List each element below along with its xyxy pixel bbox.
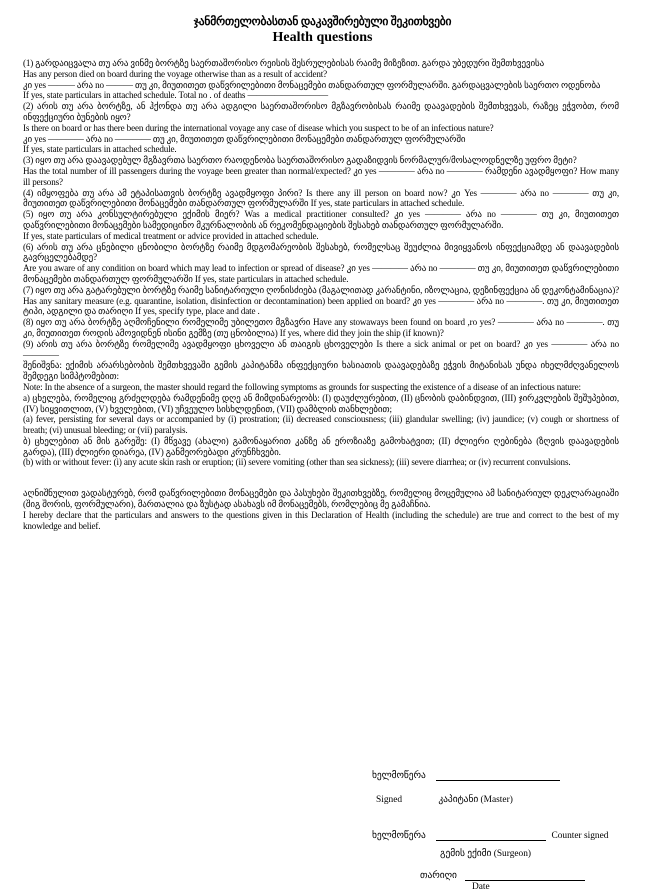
question-2-geo: (2) არის თუ არა ბორტზე, ან ჰქონდა თუ არა ადგილი საერთაშორისო მგზავრობისას რაიმე დაავადების შემთხვევას, რაზეც ეჭვობთ, რომ ინფექციური ბუნების იყო? (23, 101, 619, 122)
question-7: (7) იყო თუ არა გატარებული ბორტზე რაიმე სანიტარიული ღონისძიება (მაგალითად კარანტინი, იზოლაცია, დეზინფექცია ან დეკონტამინაცია)? Has any sanitary measure (e.g. quarantine, isolation, disinfection or decontamination) been applied on board? კი yes ———— არა no ————. თუ კი, მიუთითეთ ტიპი, ადგილი და თარიღი If yes, specify type, place and date . (23, 284, 619, 317)
master-role-label: კაპიტანი (Master) (438, 795, 513, 805)
question-8: (8) იყო თუ არა ბორტზე აღმოჩენილი რომელიმე უბილეთო მგზავრი Have any stowaways been found on board ,ro yes? ———— არა no ————. თუ კი, მიუთითეთ როდის ამოვიდნენ ისინი გემზე (თუ ცნობილია) If yes, where did they join the ship (if known)? (23, 317, 619, 338)
question-6-en: Are you aware of any condition on board which may lead to infection or spread of disease? კი yes ———— არა no ———— თუ კი, მიუთითეთ დაწვრილებითი მონაცემები თანდართულ ფორმულარში If yes, state particulars in attached schedule. (23, 263, 619, 284)
signature-line-surgeon[interactable] (436, 830, 546, 841)
signed-label: Signed (376, 795, 403, 805)
questions-body (23, 58, 619, 531)
question-1-answer-en: If yes, state particulars in attached schedule. Total no . of deaths ————————— (23, 90, 328, 101)
question-1-en: Has any person died on board during the voyage otherwise than as a result of accident? (23, 68, 328, 79)
signature-row-master (372, 770, 560, 781)
signature-caption-surgeon (440, 848, 531, 859)
question-1-geo: (1) გარდაიცვალა თუ არა ვინმე ბორტზე საერთაშორისო რეისის შესრულებისას რაიმე მიზეზით. გარდა უბედური შემთხვევისა (23, 58, 545, 68)
question-2-answer-geo: კი yes ———— არა no ———— თუ კი, მიუთითეთ დაწვრილებითი მონაცემები თანდართულ ფორმულარში (23, 133, 466, 144)
question-2-en: Is there on board or has there been during the international voyage any case of disease which you suspect to be of an infectious nature? (23, 122, 494, 133)
note-en: Note: In the absence of a surgeon, the master should regard the following symptoms as grounds for suspecting the existence of a disease of an infectious nature: (23, 381, 581, 392)
title-georgian: ჯანმრთელობასთან დაკავშირებული შეკითხვები (193, 16, 452, 28)
question-2-answer-en: If yes, state particulars in attached schedule. (23, 144, 177, 155)
surgeon-role-label: გემის ექიმი (Surgeon) (440, 849, 532, 859)
title-english: Health questions (272, 30, 373, 45)
question-5-en: If yes, state particulars of medical treatment or advice provided in attached schedule. (23, 230, 319, 241)
note-geo: შენიშვნა: ექიმის არარსებობის შემთხვევაში გემის კაპიტანმა ინფექციური ხასიათის დაავადებაზე ეჭვის მიტანისას უნდა იხელმძღვანელოს შემდეგი სიმპტომებით: (23, 360, 619, 382)
symptoms-b-en: (b) with or without fever: (i) any acute skin rash or eruption; (ii) severe vomiting (other than sea sickness); (iii) severe diarrhea; or (iv) recurrent convulsions. (23, 457, 571, 468)
signature-label-geo-2: ხელმოწერა (372, 831, 426, 841)
question-9: (9) არის თუ არა ბორტზე რომელიმე ავადმყოფი ცხოველი ან თაიგის ცხოველები Is there a sick animal or pet on board? კი yes ———— არა no ———— (23, 338, 619, 360)
date-label-geo: თარიღი (420, 871, 457, 881)
date-row (420, 870, 585, 881)
question-3-en: Has the total number of ill passengers during the voyage been greater than normal/expected? კი yes ———— არა no ———— რამდენი ავადმყოფი? How many ill persons? (23, 165, 619, 187)
signature-label-geo: ხელმოწერა (372, 771, 426, 781)
declaration-en: I hereby declare that the particulars and answers to the questions given in this Declaration of Health (including the schedule) are true and correct to the best of my knowledge and belief. (23, 509, 619, 531)
symptoms-b-geo: ბ) ცხელებით ან მის გარეშე: (I) მწვავე (ახალი) გამონაყარით კანზე ან ეროზიაზე გამოხატვით; (II) ძლიერი ღებინება (ზღვის დაავადების გარდა), (III) ძლიერი დიარეა, (IV) განმეორებადი კრუნჩხვები. (23, 435, 619, 457)
signature-line-master[interactable] (436, 770, 560, 781)
date-caption (472, 882, 490, 892)
date-line[interactable] (465, 870, 585, 881)
question-1-answer-geo: კი yes ——— არა no ——— თუ კი, მიუთითეთ დაწვრილებითი მონაცემები თანდართულ ფორმულარში. გარდაცვალების საერთო ოდენობა (23, 79, 601, 90)
signature-caption-master (376, 794, 513, 805)
question-6-geo: (6) არის თუ არა ცნებილი ცნობილი ბორტზე რაიმე მდგომარეობის შესახებ, რომელსაც შეუძლია მივიყვანოს ინფექციამდე ან დაავადების გავრცელებამდე? (23, 241, 619, 263)
symptoms-a-en: (a) fever, persisting for several days or accompanied by (i) prostration; (ii) decreased consciousness; (iii) glandular swelling; (iv) jaundice; (v) cough or shortness of breath; (vi) unusual bleeding; or (vii) paralysis. (23, 414, 619, 436)
signature-row-surgeon (372, 830, 608, 841)
question-5: (5) იყო თუ არა კონსულტირებული ექიმის მიერ? Was a medical practitioner consulted? კი yes ———— არა no ———— თუ კი, მიუთითეთ დაწვრილებითი მონაცემები სამედიცინო მკურნალობის ან რეკომენდაციების შესახებ თანდართულ ფორმულარში. (23, 209, 619, 230)
date-label-en: Date (472, 882, 490, 892)
question-3-geo: (3) იყო თუ არა დაავადებულ მგზავრთა საერთო რაოდენობა საერთაშორისო გადაზიდვის ნორმალურ/მოსალოდნელზე უფრო მეტი? (23, 155, 577, 166)
symptoms-a-geo: a) ცხელება, რომელიც გრძელდება რამდენიმე დღე ან მიმდინარეობს: (I) დაუძლურებით, (II) ცნობის დაბინდვით, (III) ჯირკვლების შეშუპებით, (IV) სიყვითლით, (V) ხველებით, (VI) უჩვეულო სისხლდენით, (VII) დამბლის თანხლებით; (23, 392, 619, 414)
question-4: (4) იმყოფება თუ არა ამ ეტაპისათვის ბორტზე ავადმყოფი პირი? Is there any ill person on board now? კი Yes ———— არა no ———— თუ კი, მიუთითეთ დაწვრილებითი მონაცემები თანდართულ ფორმულარში If yes, state particulars in attached schedule. (23, 187, 619, 209)
declaration-geo: აღნიშნულით ვადასტურებ, რომ დაწვრილებითი მონაცემები და პასუხები შეკითხვებზე, რომელიც მოცემულია ამ სანიტარიულ დეკლარაციაში (შიგ შორის, ფორმულარი), მართალია და ზუსტად ასახავს იმ მონაცემებს, რომლებიც მე გამაჩნია. (23, 488, 619, 510)
counter-signed-label: Counter signed (551, 831, 609, 841)
